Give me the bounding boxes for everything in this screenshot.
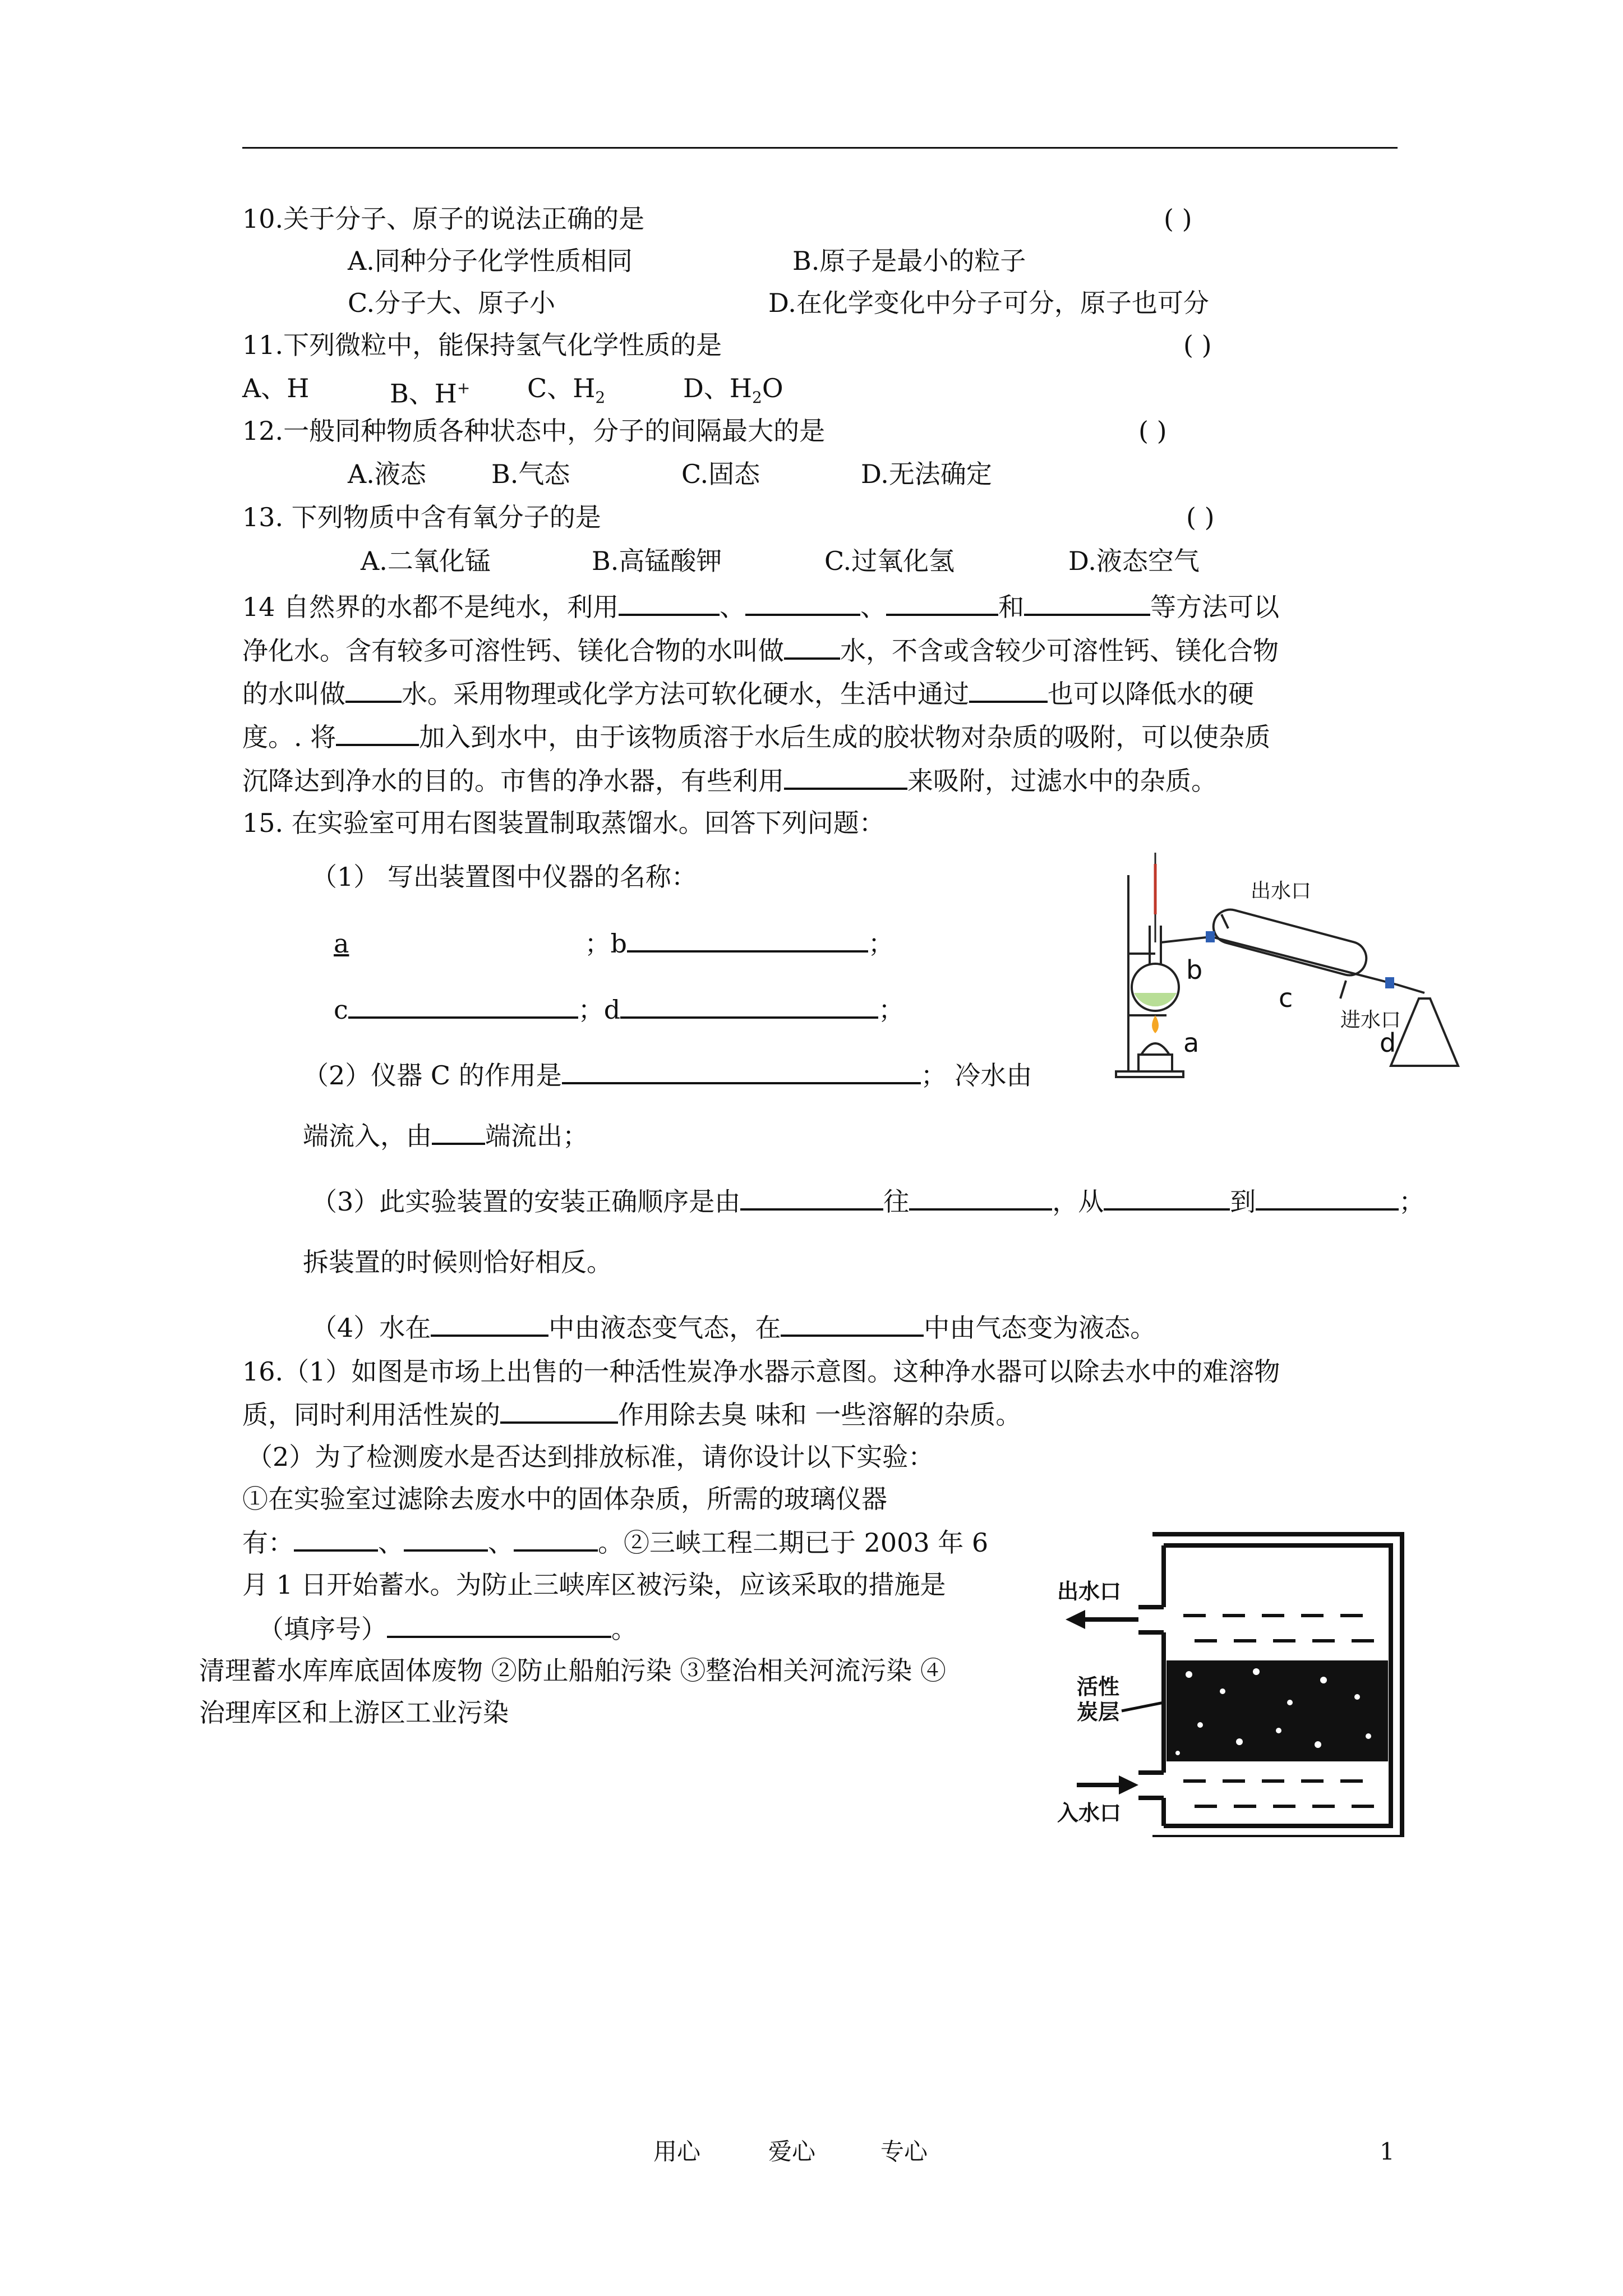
q14-blank-2[interactable] [745, 589, 860, 616]
q14-line-1: 14 自然界的水都不是纯水，利用 、 、 和 等方法可以 [242, 589, 1279, 624]
q15-blank-b[interactable] [627, 926, 868, 953]
q11-stem: 11.下列微粒中，能保持氢气化学性质的是 [242, 330, 722, 360]
q15-blank-order-1[interactable] [740, 1184, 883, 1211]
footer-motto-2: 爱心 [768, 2138, 816, 2165]
q10-stem: 10.关于分子、原子的说法正确的是 [242, 204, 645, 234]
inlet-arrow-icon [1077, 1775, 1138, 1795]
label-a: a [1183, 1028, 1200, 1058]
outlet-arrow-icon [1066, 1610, 1138, 1629]
purifier-outlet-label: 出水口 [1057, 1579, 1122, 1604]
q15-stem: 15. 在实验室可用右图装置制取蒸馏水。回答下列问题： [242, 808, 885, 838]
q10-answer-paren: ( ) [1164, 204, 1192, 234]
q13-option-d: D.液态空气 [1068, 546, 1200, 576]
q13-option-c: C.过氧化氢 [824, 546, 955, 576]
q11-answer-paren: ( ) [1183, 330, 1212, 360]
q10-option-a: A.同种分子化学性质相同 [348, 246, 633, 276]
q14-blank-1[interactable] [619, 589, 720, 616]
purifier-carbon-label-2: 炭层 [1077, 1700, 1120, 1724]
q10-option-c: C.分子大、原子小 [348, 288, 556, 318]
carbon-pointer [1122, 1703, 1164, 1711]
q16-line-3: （2）为了检测废水是否达到排放标准，请你设计以下实验： [247, 1442, 934, 1472]
q10-option-d: D.在化学变化中分子可分，原子也可分 [768, 288, 1209, 318]
q11-option-b: B、H+ [390, 378, 471, 409]
q14-line-4: 度。. 将 加入到水中，由于该物质溶于水后生成的胶状物对杂质的吸附，可以使杂质 [242, 719, 1270, 754]
q15-blank-condenser-use[interactable] [562, 1057, 921, 1084]
q15-blank-flask[interactable] [431, 1310, 548, 1337]
q12-stem: 12.一般同种物质各种状态中，分子的间隔最大的是 [242, 416, 826, 446]
q15-line-cd: c ；d ； [334, 992, 904, 1027]
label-b: b [1186, 955, 1203, 985]
q16-blank-adsorption[interactable] [500, 1397, 618, 1424]
q15-blank-d[interactable] [620, 992, 878, 1019]
q11-option-c: C、$H_2$ [527, 373, 606, 407]
q12-option-a: A.液态 [348, 459, 426, 489]
q13-stem: 13. 下列物质中含有氧分子的是 [242, 502, 601, 532]
purifier-carbon-label-1: 活性 [1077, 1674, 1120, 1699]
q15-blank-order-2[interactable] [909, 1184, 1052, 1211]
carbon-layer [1166, 1660, 1388, 1761]
q13-option-b: B.高锰酸钾 [592, 546, 722, 576]
bottom-water [1183, 1781, 1374, 1806]
carbon-purifier-figure [1054, 1523, 1413, 1837]
label-outlet: 出水口 [1251, 880, 1312, 903]
q16-line-4: ①在实验室过滤除去废水中的固体杂质，所需的玻璃仪器 [242, 1484, 887, 1514]
q14-blank-4[interactable] [1024, 589, 1150, 616]
q15-blank-in-end[interactable] [432, 1118, 485, 1145]
label-c: c [1279, 983, 1293, 1013]
q15-part-2-cont: 端流入，由 端流出； [303, 1118, 588, 1153]
q12-answer-paren: ( ) [1138, 416, 1167, 446]
q15-line-ab: a ；b ； [334, 926, 894, 960]
q16-blank-measures[interactable] [387, 1611, 611, 1638]
label-d: d [1380, 1028, 1396, 1058]
q14-line-3: 的水叫做 水。采用物理或化学方法可软化硬水，生活中通过 也可以降低水的硬 [242, 676, 1254, 711]
q16-line-6: 月 1 日开始蓄水。为防止三峡库区被污染，应该采取的措施是 [242, 1570, 946, 1600]
q16-blank-glass-3[interactable] [514, 1525, 598, 1552]
q15-part-4: （4）水在 中由液态变气态，在 中由气态变为液态。 [311, 1310, 1156, 1345]
q16-line-2: 质，同时利用活性炭的 作用除去臭 味和 一些溶解的杂质。 [242, 1397, 1021, 1432]
q11-option-d: D、$H_2O$ [683, 373, 783, 407]
q15-part-3-cont: 拆装置的时候则恰好相反。 [303, 1247, 612, 1277]
footer-motto-1: 用心 [653, 2138, 701, 2165]
q14-blank-method[interactable] [969, 676, 1048, 703]
q16-line-9: 治理库区和上游区工业污染 [199, 1697, 509, 1728]
q14-line-2: 净化水。含有较多可溶性钙、镁化合物的水叫做 水，不含或含较少可溶性钙、镁化合物 [242, 633, 1279, 668]
flame-icon [1152, 1015, 1159, 1033]
page-number: 1 [1380, 2138, 1395, 2165]
top-water [1183, 1616, 1374, 1641]
joint-1 [1206, 931, 1215, 942]
joint-2 [1385, 977, 1394, 988]
q16-blank-glass-2[interactable] [404, 1525, 488, 1552]
q12-option-b: B.气态 [491, 459, 570, 489]
q16-line-7: （填序号） 。 [258, 1611, 637, 1646]
q15-part-1: （1） 写出装置图中仪器的名称： [311, 862, 697, 892]
q15-part-2: （2）仪器 C 的作用是 ； 冷水由 [303, 1057, 1032, 1092]
q16-blank-glass-1[interactable] [294, 1525, 378, 1552]
q15-blank-order-3[interactable] [1104, 1184, 1230, 1211]
q13-option-a: A.二氧化锰 [361, 546, 491, 576]
q16-line-5: 有： 、 、 。②三峡工程二期已于 2003 年 6 [242, 1525, 988, 1559]
q15-blank-c[interactable] [348, 992, 578, 1019]
q16-line-1: 16.（1）如图是市场上出售的一种活性炭净水器示意图。这种净水器可以除去水中的难溶物 [242, 1356, 1280, 1387]
q14-blank-hard-water[interactable] [784, 633, 840, 660]
footer-motto-3: 专心 [880, 2138, 928, 2165]
q16-line-8: 清理蓄水库库底固体废物 ②防止船舶污染 ③整治相关河流污染 ④ [199, 1655, 946, 1686]
purifier-inlet-label: 入水口 [1057, 1801, 1122, 1825]
q14-line-5: 沉降达到净水的目的。市售的净水器，有些利用 来吸附，过滤水中的杂质。 [242, 763, 1217, 798]
q14-blank-alum[interactable] [336, 719, 419, 746]
q14-blank-soft-water[interactable] [345, 676, 402, 703]
q12-option-c: C.固态 [681, 459, 760, 489]
header-rule [242, 147, 1398, 149]
q10-option-b: B.原子是最小的粒子 [792, 246, 1026, 276]
q15-blank-order-4[interactable] [1256, 1184, 1399, 1211]
q15-blank-condenser[interactable] [781, 1310, 924, 1337]
q14-blank-3[interactable] [886, 589, 998, 616]
q14-blank-carbon[interactable] [784, 763, 907, 790]
q11-option-a: A、H [242, 373, 310, 403]
label-inlet: 进水口 [1340, 1009, 1401, 1032]
q15-part-3: （3）此实验装置的安装正确顺序是由 往 ，从 到 ； [311, 1184, 1424, 1218]
q13-answer-paren: ( ) [1186, 502, 1215, 532]
q12-option-d: D.无法确定 [861, 459, 992, 489]
distillation-apparatus-figure [1094, 830, 1486, 1088]
